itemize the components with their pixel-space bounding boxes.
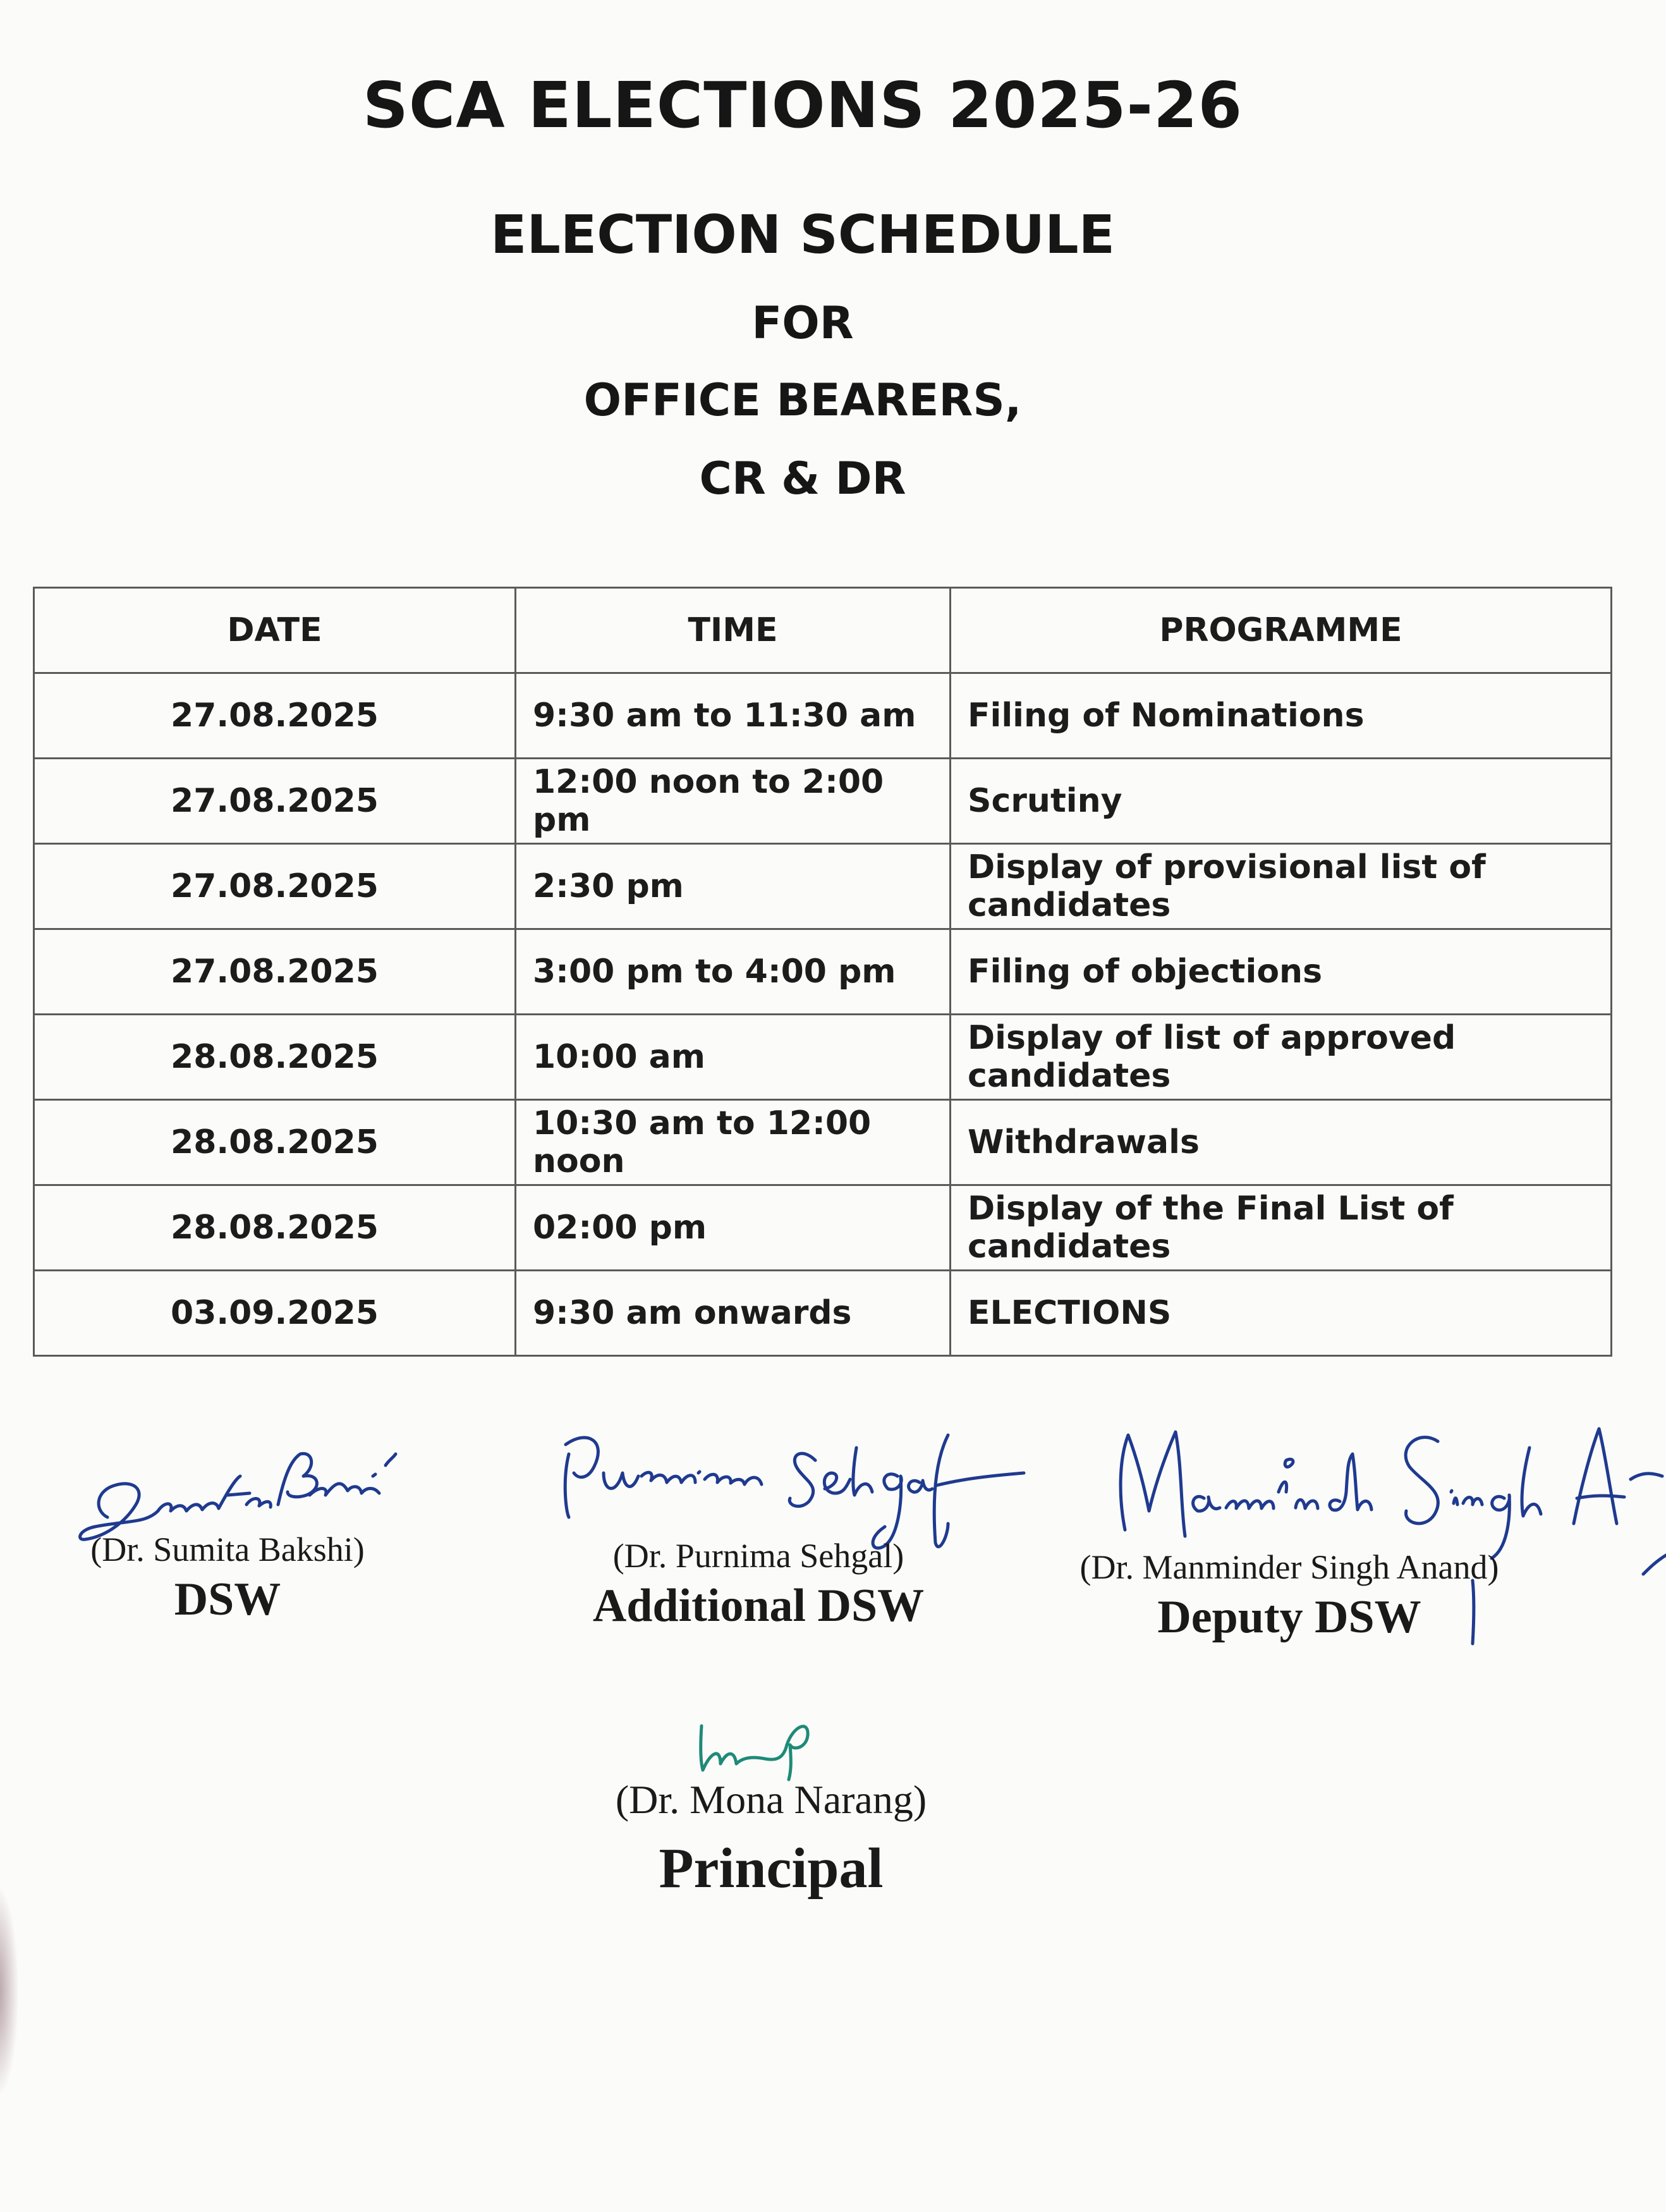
signatory-additional-dsw bbox=[556, 1536, 961, 1633]
table-row bbox=[34, 1015, 1612, 1100]
table-row bbox=[34, 1185, 1612, 1271]
table-row bbox=[34, 759, 1612, 844]
programme-cell: Filing of Nominations bbox=[951, 673, 1612, 759]
table-row bbox=[34, 929, 1612, 1015]
table-row bbox=[34, 844, 1612, 929]
table-row bbox=[34, 1271, 1612, 1356]
programme-cell: Display of list of approved candidates bbox=[951, 1015, 1612, 1100]
signatory-name: (Dr. Manminder Singh Anand) bbox=[1079, 1548, 1499, 1586]
programme-cell: Display of the Final List of candidates bbox=[951, 1185, 1612, 1271]
time-cell: 10:00 am bbox=[516, 1015, 951, 1100]
time-cell: 9:30 am onwards bbox=[516, 1271, 951, 1356]
for-line: FOR bbox=[751, 297, 854, 349]
signatory-role: Principal bbox=[659, 1837, 884, 1900]
date-cell: 27.08.2025 bbox=[34, 759, 516, 844]
date-cell: 28.08.2025 bbox=[34, 1185, 516, 1271]
header-programme: PROGRAMME bbox=[951, 588, 1612, 673]
programme-cell: Display of provisional list of candidates bbox=[951, 844, 1612, 929]
time-cell: 3:00 pm to 4:00 pm bbox=[516, 929, 951, 1015]
programme-cell: Filing of objections bbox=[951, 929, 1612, 1015]
signatory-deputy-dsw bbox=[1037, 1548, 1542, 1644]
time-cell: 02:00 pm bbox=[516, 1185, 951, 1271]
document-title: SCA ELECTIONS 2025-26 bbox=[362, 68, 1243, 142]
cr-dr-line: CR & DR bbox=[699, 453, 906, 504]
signatory-dsw bbox=[63, 1530, 392, 1627]
time-cell: 10:30 am to 12:00 noon bbox=[516, 1100, 951, 1185]
time-cell: 2:30 pm bbox=[516, 844, 951, 929]
programme-cell: Withdrawals bbox=[951, 1100, 1612, 1185]
signatory-name: (Dr. Sumita Bakshi) bbox=[90, 1531, 365, 1568]
header-date: DATE bbox=[34, 588, 516, 673]
time-cell: 12:00 noon to 2:00 pm bbox=[516, 759, 951, 844]
table-row bbox=[34, 1100, 1612, 1185]
date-cell: 27.08.2025 bbox=[34, 929, 516, 1015]
date-cell: 27.08.2025 bbox=[34, 844, 516, 929]
table-header-row bbox=[34, 588, 1612, 673]
document-subtitle: ELECTION SCHEDULE bbox=[490, 204, 1116, 266]
date-cell: 27.08.2025 bbox=[34, 673, 516, 759]
signatory-principal bbox=[556, 1776, 986, 1901]
programme-cell: ELECTIONS bbox=[951, 1271, 1612, 1356]
signature-mona-narang bbox=[689, 1701, 828, 1783]
office-bearers-line: OFFICE BEARERS, bbox=[583, 374, 1022, 426]
header-time: TIME bbox=[516, 588, 951, 673]
signatory-role: Deputy DSW bbox=[1157, 1591, 1421, 1643]
date-cell: 28.08.2025 bbox=[34, 1015, 516, 1100]
election-schedule-table bbox=[33, 587, 1612, 1357]
programme-cell: Scrutiny bbox=[951, 759, 1612, 844]
signatory-name: (Dr. Mona Narang) bbox=[615, 1777, 927, 1822]
signatory-role: DSW bbox=[174, 1573, 281, 1625]
date-cell: 28.08.2025 bbox=[34, 1100, 516, 1185]
table-row bbox=[34, 673, 1612, 759]
signatory-name: (Dr. Purnima Sehgal) bbox=[612, 1537, 904, 1575]
date-cell: 03.09.2025 bbox=[34, 1271, 516, 1356]
signatory-role: Additional DSW bbox=[592, 1580, 925, 1632]
time-cell: 9:30 am to 11:30 am bbox=[516, 673, 951, 759]
page-edge-shadow bbox=[0, 1884, 19, 2099]
